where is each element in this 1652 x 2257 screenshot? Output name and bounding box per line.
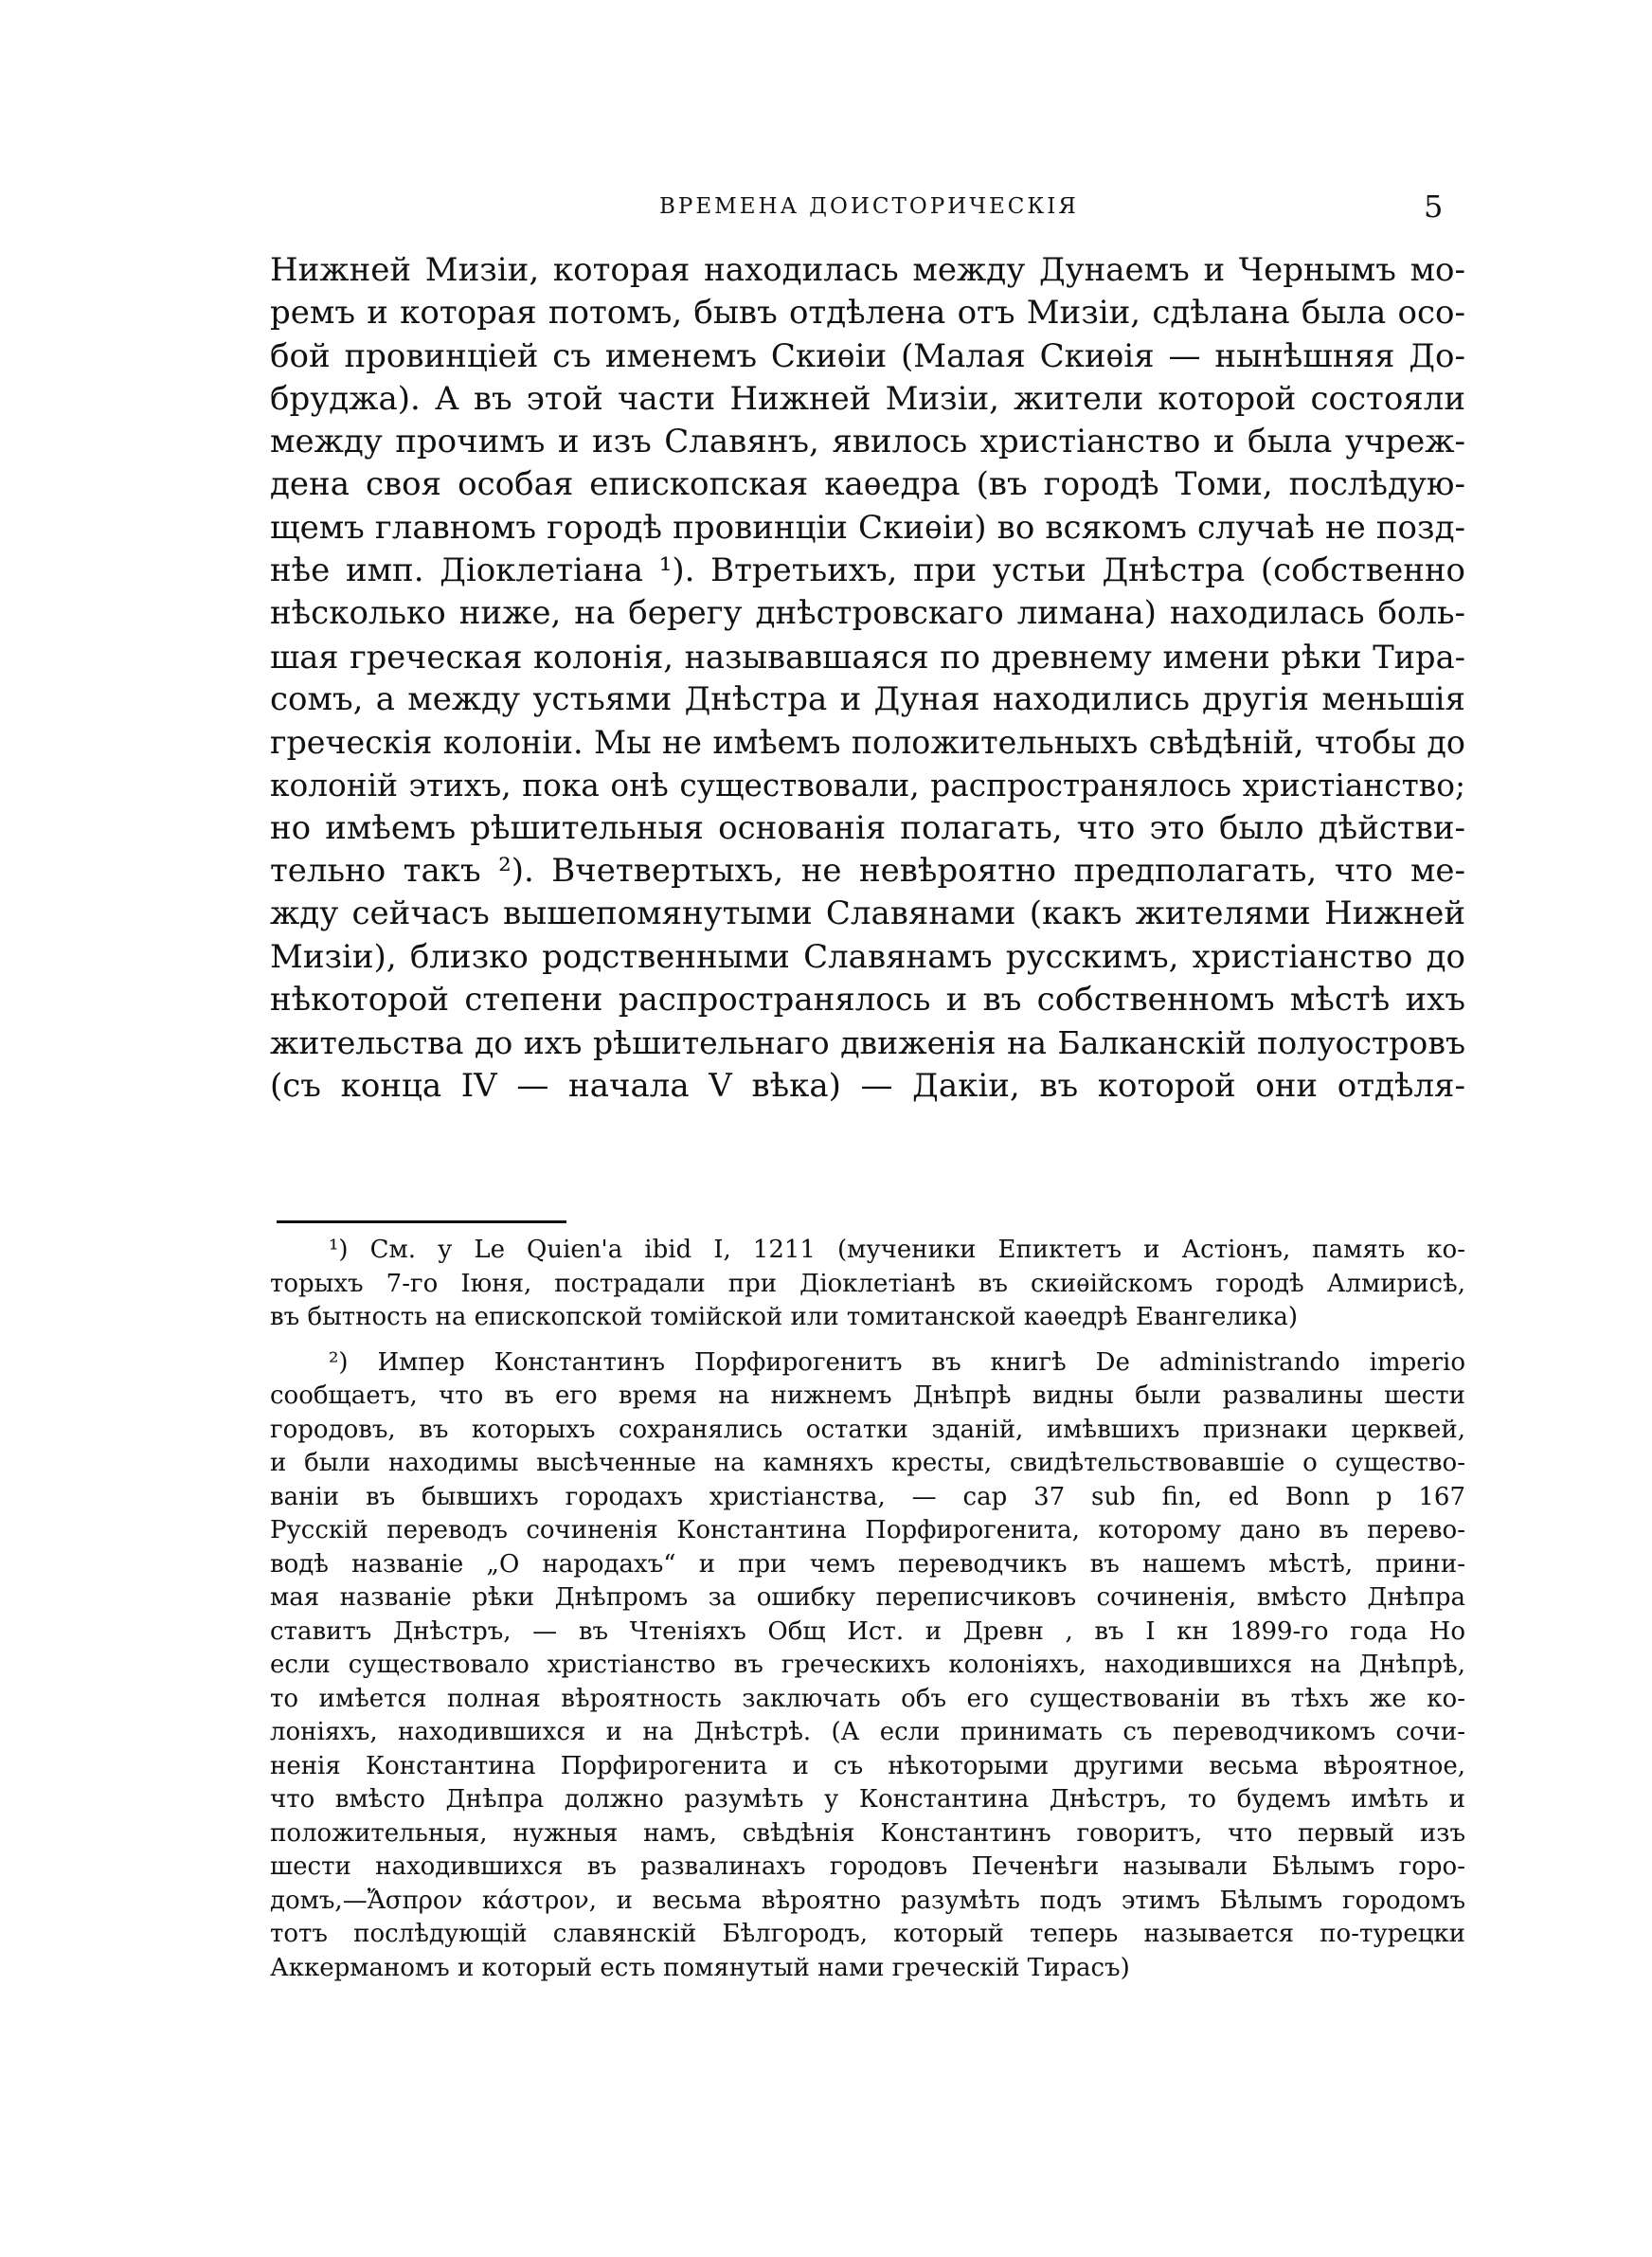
footnote-line: шести находившихся въ развалинахъ городовъ Печенѣги называли Бѣлымъ горо- bbox=[270, 1852, 1465, 1881]
footnote-line: водѣ названіе „О народахъ“ и при чемъ переводчикъ въ нашемъ мѣстѣ, прини- bbox=[270, 1549, 1465, 1579]
body-line: колоній этихъ, пока онѣ существовали, распространялось христіанство; bbox=[270, 767, 1465, 803]
body-line: греческія колоніи. Мы не имѣемъ положительныхъ свѣдѣній, чтобы до bbox=[270, 724, 1465, 762]
footnote-line: Аккерманомъ и который есть помянутый нами греческій Тирасъ) bbox=[270, 1953, 1130, 1982]
body-line: сомъ, а между устьями Днѣстра и Дуная находились другія меньшія bbox=[270, 679, 1465, 718]
footnote-line: въ бытность на епископской томійской или томитанской каѳедрѣ Евангелика) bbox=[270, 1303, 1299, 1331]
footnote-line: ненія Константина Порфирогенита и съ нѣкоторыми другими весьма вѣроятное, bbox=[270, 1751, 1465, 1780]
footnote-line: городовъ, въ которыхъ сохранялись остатки зданій, имѣвшихъ признаки церквей, bbox=[270, 1415, 1465, 1444]
body-line: жду сейчасъ вышепомянутыми Славянами (какъ жителями Нижней bbox=[270, 894, 1465, 933]
footnote-line: что вмѣсто Днѣпра должно разумѣть у Константина Днѣстръ, то будемъ имѣть и bbox=[270, 1785, 1465, 1814]
footnote-line: и были находимы высѣченные на камняхъ кресты, свидѣтельствовавшіе о существо- bbox=[270, 1449, 1465, 1477]
footnote-2 bbox=[270, 1346, 1465, 1986]
body-line: Нижней Мизіи, которая находилась между Дунаемъ и Чернымъ мо- bbox=[270, 251, 1465, 289]
footnote-line: если существовало христіанство въ греческихъ колоніяхъ, находившихся на Днѣпрѣ, bbox=[270, 1651, 1465, 1679]
footnote-line: положительныя, нужныя намъ, свѣдѣнія Константинъ говоритъ, что первый изъ bbox=[270, 1818, 1465, 1848]
body-line: бруджа). А въ этой части Нижней Мизіи, жители которой состояли bbox=[270, 379, 1465, 418]
body-line: ремъ и которая потомъ, бывъ отдѣлена отъ Мизіи, сдѣлана была осо- bbox=[270, 294, 1465, 333]
footnote-1 bbox=[270, 1234, 1465, 1335]
body-line: дена своя особая епископская каѳедра (въ городѣ Томи, послѣдую- bbox=[270, 465, 1465, 504]
footnotes bbox=[270, 1234, 1465, 1985]
body-text bbox=[270, 249, 1465, 1108]
body-line: нѣсколько ниже, на берегу днѣстровскаго лимана) находилась боль- bbox=[270, 594, 1465, 633]
body-line: бой провинціей съ именемъ Скиѳіи (Малая Скиѳія — нынѣшняя До- bbox=[270, 336, 1465, 375]
body-line: Мизіи), близко родственными Славянамъ русскимъ, христіанство до bbox=[270, 937, 1465, 976]
body-line: (съ конца IV — начала V вѣка) — Дакіи, въ которой они отдѣля- bbox=[270, 1066, 1465, 1105]
footnote-line: ставитъ Днѣстръ, — въ Чтеніяхъ Общ Ист. и Древн , въ I кн 1899-го года Но bbox=[270, 1616, 1465, 1646]
footnote-line: тотъ послѣдующій славянскій Бѣлгородъ, который теперь называется по-турецки bbox=[270, 1920, 1465, 1948]
footnote-line: Русскій переводъ сочиненія Константина Порфирогенита, которому дано въ перево- bbox=[270, 1516, 1465, 1544]
page-number: 5 bbox=[1424, 189, 1444, 225]
footnote-line: ²) Импер Константинъ Порфирогенитъ въ книгѣ De administrando imperio bbox=[329, 1347, 1465, 1377]
footnote-line: то имѣется полная вѣроятность заключать объ его существованіи въ тѣхъ же ко- bbox=[270, 1684, 1465, 1713]
body-line: жительства до ихъ рѣшительнаго движенія на Балканскій полуостровъ bbox=[270, 1024, 1465, 1062]
body-line: шая греческая колонія, называвшаяся по древнему имени рѣки Тира- bbox=[270, 638, 1465, 676]
body-line: щемъ главномъ городѣ провинціи Скиѳіи) во всякомъ случаѣ не позд- bbox=[270, 508, 1465, 547]
footnote-line: ¹) См. у Le Quien'a ibid I, 1211 (мученики Епиктетъ и Астіонъ, память ко- bbox=[329, 1236, 1465, 1264]
footnote-line: лоніяхъ, находившихся и на Днѣстрѣ. (А если принимать съ переводчикомъ сочи- bbox=[270, 1718, 1465, 1746]
running-title: ВРЕМЕНА ДОИСТОРИЧЕСКІЯ bbox=[659, 194, 1079, 219]
footnote-line: торыхъ 7-го Іюня, пострадали при Діоклетіанѣ въ скиѳійскомъ городѣ Алмирисѣ, bbox=[270, 1269, 1465, 1298]
footnote-line: мая названіе рѣки Днѣпромъ за ошибку переписчиковъ сочиненія, вмѣсто Днѣпра bbox=[270, 1583, 1465, 1612]
footnote-divider bbox=[277, 1220, 566, 1223]
footnote-line: домъ,—Ἄσπρον κάστρον, и весьма вѣроятно разумѣть подъ этимъ Бѣлымъ городомъ bbox=[270, 1886, 1465, 1915]
body-line: но имѣемъ рѣшительныя основанія полагать, что это было дѣйстви- bbox=[270, 808, 1465, 847]
body-line: нѣкоторой степени распространялось и въ собственномъ мѣстѣ ихъ bbox=[270, 981, 1465, 1020]
body-line: нѣе имп. Діоклетіана ¹). Втретьихъ, при устьи Днѣстра (собственно bbox=[270, 551, 1465, 590]
body-line: тельно такъ ²). Вчетвертыхъ, не невѣроятно предполагать, что ме- bbox=[270, 852, 1465, 891]
footnote-line: сообщаетъ, что въ его время на нижнемъ Днѣпрѣ видны были развалины шести bbox=[270, 1381, 1465, 1410]
body-line: между прочимъ и изъ Славянъ, явилось христіанство и была учреж- bbox=[270, 423, 1465, 461]
running-head bbox=[0, 189, 1652, 225]
footnote-line: ваніи въ бывшихъ городахъ христіанства, — cap 37 sub fin, ed Bonn p 167 bbox=[270, 1482, 1465, 1511]
